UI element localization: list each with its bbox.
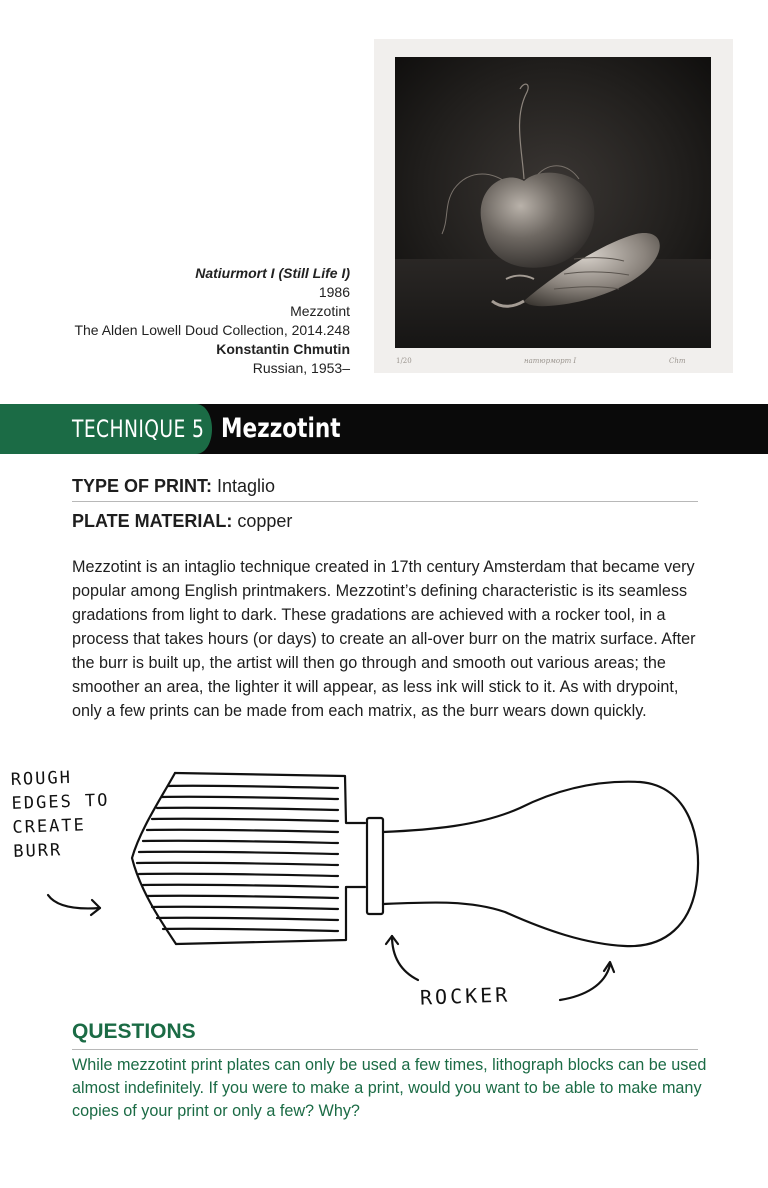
svg-text:1/20: 1/20: [396, 357, 412, 365]
artwork-caption: [74, 264, 350, 378]
artwork-year: 1986: [318, 284, 350, 300]
plate-material-value: copper: [232, 511, 293, 531]
svg-text:Chm: Chm: [669, 357, 686, 365]
technique-banner: [0, 404, 768, 454]
print-type-row: [72, 476, 698, 502]
technique-name: Mezzotint: [221, 413, 341, 444]
technique-description: Mezzotint is an intaglio technique created in 17th century Amsterdam that became very popular among English printmakers. Mezzotint’s defining characteristic is its seamless gradations from light to dark. These gradations are achieved with a rocker tool, in a process that takes hours (or days) to create an all-over burr on the matrix surface. After the burr is built up, the artist will then go through and smooth out various areas; the smoother an area, the lighter it will appear, as less ink will stick to it. As with drypoint, only a few prints can be made from each matrix, as the burr wears down quickly.: [72, 558, 696, 720]
rocker-collar: [367, 818, 383, 914]
print-type-label: TYPE OF PRINT:: [72, 476, 213, 496]
plate-material-label: PLATE MATERIAL:: [72, 511, 233, 531]
artwork-title: Natiurmort I (Still Life I): [195, 265, 350, 281]
questions-text: While mezzotint print plates can only be used a few times, lithograph blocks can be used almost indefinitely. If you were to make a print, would you want to be able to make many copies of your print or only a few? Why?: [72, 1056, 707, 1120]
artwork-collection: The Alden Lowell Doud Collection, 2014.248: [74, 322, 350, 338]
plate-material-row: [72, 511, 698, 532]
svg-text:натюрморт I: натюрморт I: [524, 357, 577, 365]
artwork-nationality: Russian, 1953–: [252, 360, 350, 376]
rocker-label: ROCKER: [419, 982, 511, 1010]
artwork-artist: Konstantin Chmutin: [216, 341, 350, 357]
arrow-to-handle-icon: [560, 965, 610, 1000]
artwork-medium: Mezzotint: [290, 303, 350, 319]
technique-number: TECHNIQUE 5: [72, 415, 205, 443]
print-type-value: Intaglio: [212, 476, 276, 496]
rocker-handle: [383, 782, 698, 946]
artwork-image: [374, 39, 733, 373]
questions-heading: QUESTIONS: [72, 1020, 698, 1050]
rough-edges-label: ROUGH EDGES TO CREATE BURR: [10, 767, 110, 862]
